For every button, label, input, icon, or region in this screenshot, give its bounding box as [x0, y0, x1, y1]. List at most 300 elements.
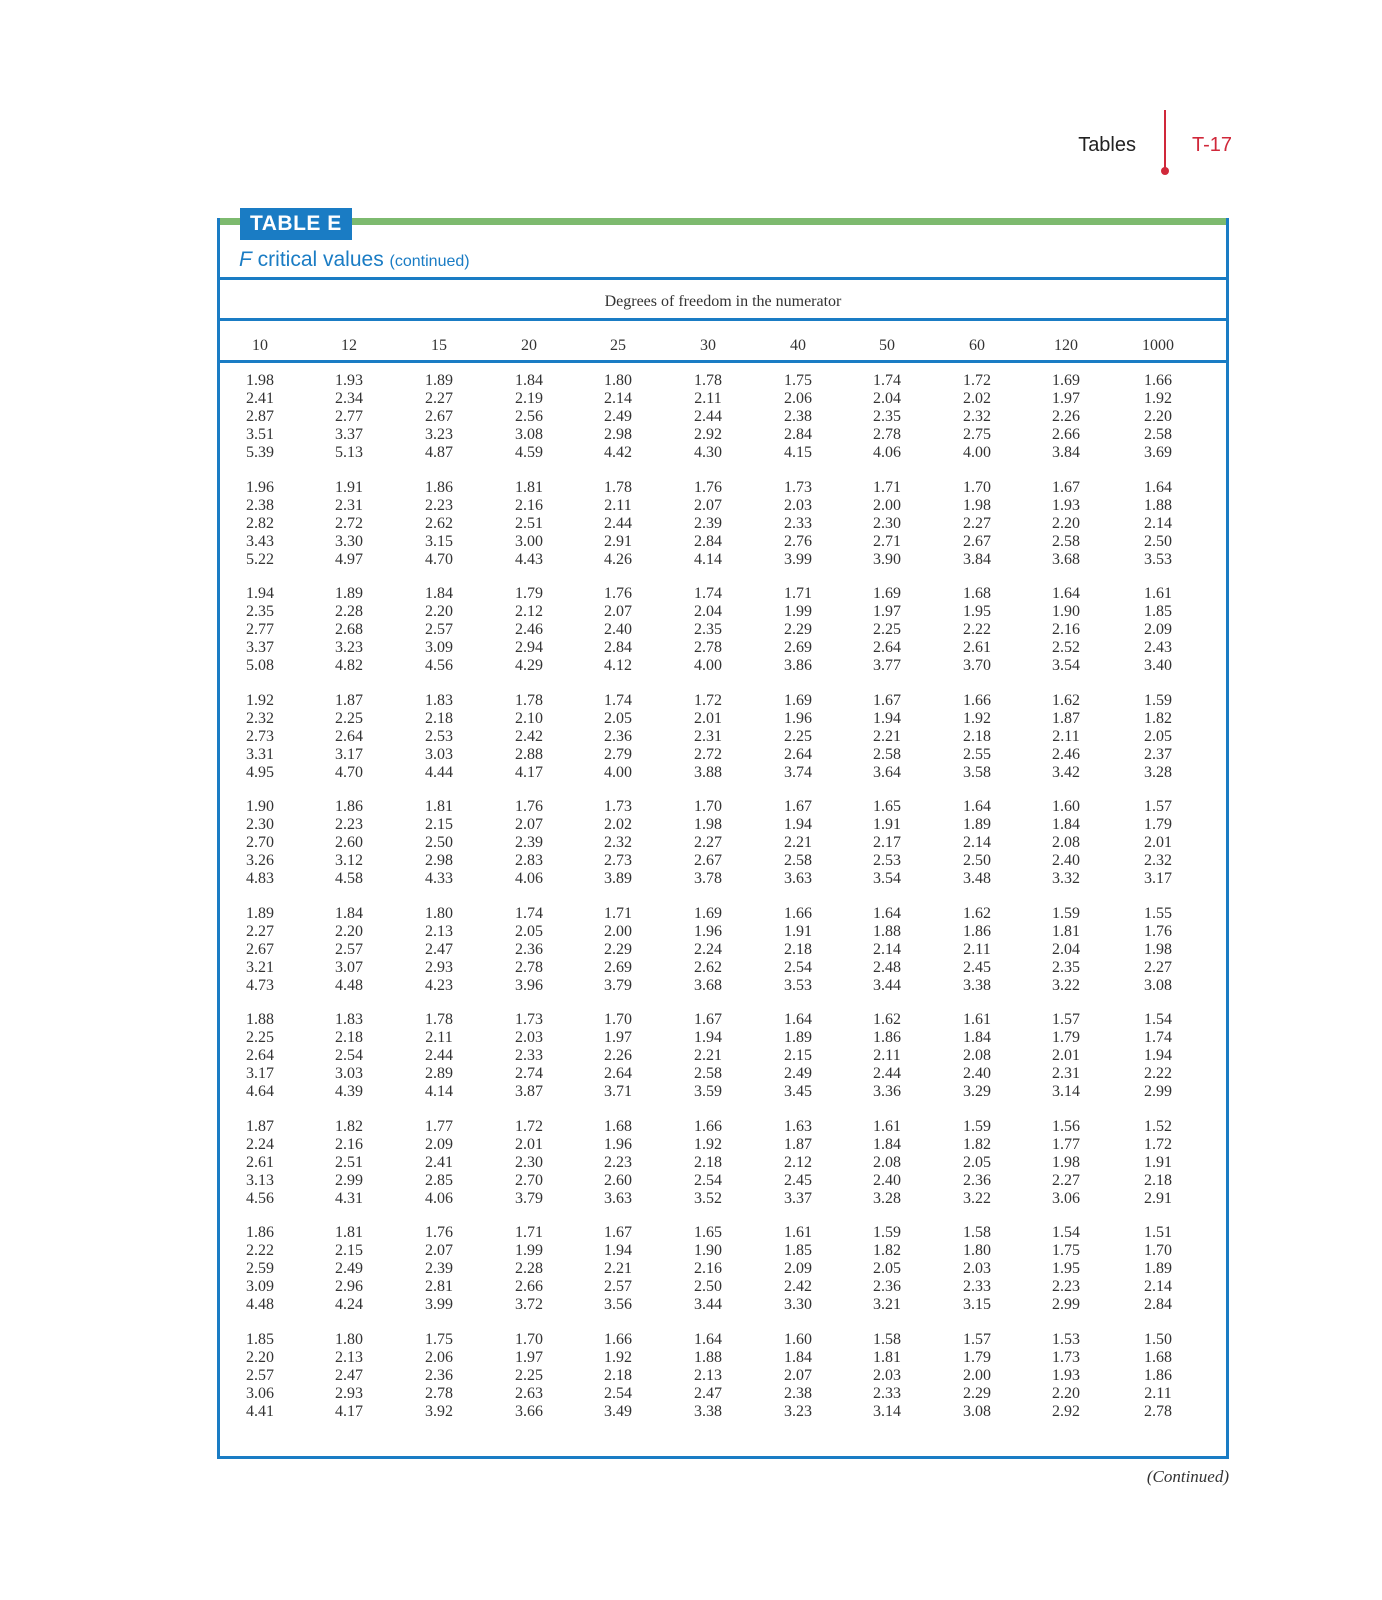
table-cell: 2.16	[515, 497, 543, 514]
table-cell: 1.95	[1052, 1260, 1080, 1277]
table-cell: 4.06	[515, 870, 543, 887]
table-cell: 1.80	[335, 1331, 363, 1348]
table-cell: 2.07	[784, 1367, 812, 1384]
value-group	[847, 372, 927, 462]
table-cell: 4.82	[335, 657, 363, 674]
table-cell: 2.50	[963, 852, 991, 869]
table-cell: 2.57	[246, 1367, 274, 1384]
table-cell: 2.30	[515, 1154, 543, 1171]
table-cell: 2.20	[425, 603, 453, 620]
table-cell: 1.70	[963, 479, 991, 496]
table-cell: 1.76	[425, 1224, 453, 1241]
value-group	[578, 1331, 658, 1421]
table-cell: 2.84	[784, 426, 812, 443]
table-cell: 3.45	[784, 1083, 812, 1100]
table-cell: 2.05	[873, 1260, 901, 1277]
table-cell: 1.73	[784, 479, 812, 496]
table-cell: 2.05	[963, 1154, 991, 1171]
table-cell: 2.69	[604, 959, 632, 976]
table-cell: 1.63	[784, 1118, 812, 1135]
table-cell: 3.13	[246, 1172, 274, 1189]
value-group	[847, 692, 927, 782]
table-cell: 1.76	[604, 585, 632, 602]
table-cell: 1.71	[604, 905, 632, 922]
value-group	[668, 798, 748, 888]
table-cell: 1.90	[694, 1242, 722, 1259]
table-cell: 1.72	[515, 1118, 543, 1135]
value-group	[668, 1118, 748, 1208]
table-cell: 1.54	[1144, 1011, 1172, 1028]
table-cell: 1.82	[963, 1136, 991, 1153]
table-cell: 2.98	[604, 426, 632, 443]
value-group	[220, 798, 300, 888]
table-cell: 1.88	[246, 1011, 274, 1028]
table-cell: 2.17	[873, 834, 901, 851]
table-cell: 2.03	[963, 1260, 991, 1277]
table-cell: 2.60	[335, 834, 363, 851]
value-group	[1118, 692, 1198, 782]
value-group	[578, 479, 658, 569]
value-group	[220, 479, 300, 569]
table-cell: 3.79	[515, 1190, 543, 1207]
table-cell: 1.94	[604, 1242, 632, 1259]
table-cell: 1.86	[335, 798, 363, 815]
value-group	[758, 372, 838, 462]
table-cell: 1.59	[1052, 905, 1080, 922]
table-cell: 1.82	[873, 1242, 901, 1259]
table-cell: 2.25	[784, 728, 812, 745]
table-cell: 4.97	[335, 551, 363, 568]
table-cell: 2.54	[694, 1172, 722, 1189]
table-title-continued: (continued)	[389, 253, 470, 270]
table-cell: 2.18	[784, 941, 812, 958]
table-cell: 2.29	[963, 1385, 991, 1402]
table-cell: 1.65	[694, 1224, 722, 1241]
value-group	[847, 479, 927, 569]
value-group	[220, 1011, 300, 1101]
table-cell: 1.96	[604, 1136, 632, 1153]
table-cell: 2.27	[1144, 959, 1172, 976]
table-cell: 1.50	[1144, 1331, 1172, 1348]
table-cell: 2.33	[515, 1047, 543, 1064]
table-cell: 2.11	[1052, 728, 1080, 745]
table-cell: 3.63	[604, 1190, 632, 1207]
table-cell: 1.98	[1144, 941, 1172, 958]
table-cell: 3.59	[694, 1083, 722, 1100]
table-cell: 1.70	[694, 798, 722, 815]
table-cell: 3.30	[784, 1296, 812, 1313]
table-cell: 3.23	[425, 426, 453, 443]
column-header: 40	[790, 337, 806, 354]
table-cell: 1.76	[694, 479, 722, 496]
table-cell: 1.79	[1052, 1029, 1080, 1046]
table-cell: 3.28	[1144, 764, 1172, 781]
table-cell: 2.61	[963, 639, 991, 656]
table-cell: 2.19	[515, 390, 543, 407]
table-cell: 1.53	[1052, 1331, 1080, 1348]
table-cell: 2.08	[1052, 834, 1080, 851]
value-group	[1118, 1331, 1198, 1421]
table-cell: 3.90	[873, 551, 901, 568]
value-group	[489, 905, 569, 995]
table-cell: 1.81	[335, 1224, 363, 1241]
table-cell: 2.79	[604, 746, 632, 763]
table-cell: 4.06	[873, 444, 901, 461]
table-cell: 1.68	[604, 1118, 632, 1135]
value-group	[1118, 905, 1198, 995]
title-divider	[217, 277, 1229, 280]
table-cell: 2.91	[1144, 1190, 1172, 1207]
table-cell: 3.72	[515, 1296, 543, 1313]
table-cell: 2.10	[515, 710, 543, 727]
table-cell: 2.60	[604, 1172, 632, 1189]
table-cell: 1.66	[784, 905, 812, 922]
table-cell: 1.59	[963, 1118, 991, 1135]
table-cell: 2.28	[335, 603, 363, 620]
value-group	[309, 479, 389, 569]
table-cell: 1.60	[1052, 798, 1080, 815]
table-cell: 3.53	[1144, 551, 1172, 568]
table-cell: 2.06	[784, 390, 812, 407]
table-cell: 2.46	[515, 621, 543, 638]
table-cell: 1.75	[425, 1331, 453, 1348]
table-cell: 2.81	[425, 1278, 453, 1295]
table-cell: 3.26	[246, 852, 274, 869]
table-cell: 2.00	[604, 923, 632, 940]
table-cell: 4.73	[246, 977, 274, 994]
table-cell: 2.08	[963, 1047, 991, 1064]
table-cell: 2.67	[963, 533, 991, 550]
table-cell: 1.89	[963, 816, 991, 833]
table-cell: 3.64	[873, 764, 901, 781]
table-cell: 1.86	[963, 923, 991, 940]
value-group	[220, 372, 300, 462]
table-cell: 2.27	[694, 834, 722, 851]
table-cell: 2.05	[515, 923, 543, 940]
table-cell: 4.14	[425, 1083, 453, 1100]
value-group	[1118, 1011, 1198, 1101]
table-cell: 2.50	[694, 1278, 722, 1295]
table-cell: 2.49	[604, 408, 632, 425]
table-cell: 3.68	[694, 977, 722, 994]
running-head-divider	[1164, 110, 1166, 170]
value-group	[847, 905, 927, 995]
value-group	[1026, 1331, 1106, 1421]
table-cell: 2.25	[246, 1029, 274, 1046]
table-cell: 1.79	[515, 585, 543, 602]
table-cell: 2.16	[694, 1260, 722, 1277]
table-cell: 2.37	[1144, 746, 1172, 763]
table-cell: 1.72	[1144, 1136, 1172, 1153]
table-cell: 1.59	[1144, 692, 1172, 709]
table-cell: 2.31	[335, 497, 363, 514]
table-cell: 1.80	[963, 1242, 991, 1259]
table-cell: 1.96	[246, 479, 274, 496]
value-group	[309, 1011, 389, 1101]
table-cell: 2.93	[335, 1385, 363, 1402]
column-header: 1000	[1142, 337, 1174, 354]
table-cell: 2.92	[1052, 1403, 1080, 1420]
table-cell: 4.17	[515, 764, 543, 781]
table-cell: 2.30	[246, 816, 274, 833]
table-cell: 2.67	[425, 408, 453, 425]
table-cell: 1.83	[425, 692, 453, 709]
table-cell: 1.85	[784, 1242, 812, 1259]
table-cell: 3.37	[246, 639, 274, 656]
table-cell: 4.23	[425, 977, 453, 994]
table-cell: 1.67	[784, 798, 812, 815]
value-group	[937, 1224, 1017, 1314]
value-group	[1026, 1011, 1106, 1101]
table-cell: 4.70	[425, 551, 453, 568]
table-cell: 2.27	[246, 923, 274, 940]
table-cell: 2.78	[694, 639, 722, 656]
value-group	[220, 692, 300, 782]
table-cell: 1.61	[963, 1011, 991, 1028]
value-group	[1026, 692, 1106, 782]
table-cell: 3.23	[784, 1403, 812, 1420]
table-cell: 3.14	[1052, 1083, 1080, 1100]
table-cell: 4.83	[246, 870, 274, 887]
value-group	[309, 1331, 389, 1421]
table-cell: 2.58	[784, 852, 812, 869]
table-cell: 2.88	[515, 746, 543, 763]
table-cell: 1.86	[873, 1029, 901, 1046]
table-cell: 1.84	[784, 1349, 812, 1366]
value-group	[1026, 1118, 1106, 1208]
table-cell: 2.23	[335, 816, 363, 833]
table-cell: 2.78	[425, 1385, 453, 1402]
table-cell: 2.78	[873, 426, 901, 443]
table-cell: 4.95	[246, 764, 274, 781]
table-cell: 2.47	[694, 1385, 722, 1402]
value-group	[489, 372, 569, 462]
table-cell: 2.23	[1052, 1278, 1080, 1295]
table-cell: 1.66	[694, 1118, 722, 1135]
table-cell: 1.97	[515, 1349, 543, 1366]
table-cell: 2.04	[694, 603, 722, 620]
table-cell: 2.66	[515, 1278, 543, 1295]
table-cell: 1.61	[873, 1118, 901, 1135]
table-cell: 2.62	[425, 515, 453, 532]
table-cell: 2.49	[784, 1065, 812, 1082]
table-cell: 3.78	[694, 870, 722, 887]
table-cell: 2.11	[963, 941, 991, 958]
table-cell: 3.51	[246, 426, 274, 443]
value-group	[668, 585, 748, 675]
table-cell: 2.24	[246, 1136, 274, 1153]
table-cell: 2.58	[873, 746, 901, 763]
table-cell: 1.74	[1144, 1029, 1172, 1046]
table-cell: 2.58	[1052, 533, 1080, 550]
continued-note: (Continued)	[1146, 1467, 1229, 1486]
table-cell: 1.57	[1144, 798, 1172, 815]
table-cell: 2.12	[515, 603, 543, 620]
table-cell: 2.46	[1052, 746, 1080, 763]
value-group	[309, 798, 389, 888]
table-cell: 1.73	[604, 798, 632, 815]
value-group	[489, 692, 569, 782]
value-group	[399, 692, 479, 782]
table-cell: 1.71	[515, 1224, 543, 1241]
table-cell: 1.58	[963, 1224, 991, 1241]
table-cell: 3.70	[963, 657, 991, 674]
table-cell: 2.76	[784, 533, 812, 550]
table-cell: 3.14	[873, 1403, 901, 1420]
table-cell: 2.35	[873, 408, 901, 425]
table-cell: 4.43	[515, 551, 543, 568]
table-cell: 1.69	[784, 692, 812, 709]
table-cell: 1.84	[335, 905, 363, 922]
table-cell: 4.26	[604, 551, 632, 568]
column-header: 50	[879, 337, 895, 354]
table-cell: 2.29	[784, 621, 812, 638]
table-cell: 1.80	[425, 905, 453, 922]
table-cell: 2.01	[694, 710, 722, 727]
value-group	[758, 798, 838, 888]
table-cell: 2.72	[335, 515, 363, 532]
table-cell: 1.59	[873, 1224, 901, 1241]
table-cell: 1.75	[1052, 1242, 1080, 1259]
table-cell: 1.64	[694, 1331, 722, 1348]
table-cell: 2.84	[1144, 1296, 1172, 1313]
table-cell: 2.75	[963, 426, 991, 443]
table-cell: 2.68	[335, 621, 363, 638]
table-cell: 4.29	[515, 657, 543, 674]
table-cell: 1.97	[1052, 390, 1080, 407]
value-group	[399, 479, 479, 569]
table-cell: 3.30	[335, 533, 363, 550]
table-cell: 1.87	[335, 692, 363, 709]
table-cell: 2.21	[694, 1047, 722, 1064]
table-cell: 2.20	[1052, 1385, 1080, 1402]
value-group	[220, 1118, 300, 1208]
table-cell: 1.76	[515, 798, 543, 815]
table-cell: 2.54	[335, 1047, 363, 1064]
table-cell: 3.44	[873, 977, 901, 994]
table-cell: 4.64	[246, 1083, 274, 1100]
value-group	[937, 585, 1017, 675]
table-cell: 3.40	[1144, 657, 1172, 674]
table-cell: 2.35	[246, 603, 274, 620]
table-cell: 5.13	[335, 444, 363, 461]
table-cell: 3.08	[963, 1403, 991, 1420]
table-cell: 3.09	[425, 639, 453, 656]
table-cell: 2.42	[784, 1278, 812, 1295]
table-cell: 1.76	[1144, 923, 1172, 940]
table-cell: 3.15	[425, 533, 453, 550]
table-cell: 1.90	[246, 798, 274, 815]
table-cell: 1.96	[694, 923, 722, 940]
value-group	[220, 585, 300, 675]
table-cell: 1.67	[1052, 479, 1080, 496]
table-cell: 4.42	[604, 444, 632, 461]
table-cell: 3.74	[784, 764, 812, 781]
table-cell: 1.64	[873, 905, 901, 922]
table-cell: 2.07	[515, 816, 543, 833]
table-cell: 2.72	[694, 746, 722, 763]
table-cell: 3.53	[784, 977, 812, 994]
table-cell: 3.15	[963, 1296, 991, 1313]
value-group	[758, 905, 838, 995]
table-cell: 3.37	[335, 426, 363, 443]
table-cell: 3.88	[694, 764, 722, 781]
table-cell: 2.44	[604, 515, 632, 532]
table-cell: 2.11	[604, 497, 632, 514]
table-cell: 1.65	[873, 798, 901, 815]
table-cell: 1.66	[963, 692, 991, 709]
table-cell: 4.17	[335, 1403, 363, 1420]
table-cell: 1.52	[1144, 1118, 1172, 1135]
table-cell: 4.44	[425, 764, 453, 781]
table-cell: 3.23	[335, 639, 363, 656]
table-cell: 3.84	[1052, 444, 1080, 461]
table-cell: 3.43	[246, 533, 274, 550]
table-cell: 1.62	[963, 905, 991, 922]
table-cell: 2.30	[873, 515, 901, 532]
table-cell: 2.57	[604, 1278, 632, 1295]
table-cell: 1.75	[784, 372, 812, 389]
table-cell: 1.71	[784, 585, 812, 602]
table-cell: 2.18	[1144, 1172, 1172, 1189]
value-group	[1118, 1224, 1198, 1314]
table-cell: 1.64	[963, 798, 991, 815]
value-group	[1118, 479, 1198, 569]
table-cell: 2.84	[604, 639, 632, 656]
table-cell: 3.56	[604, 1296, 632, 1313]
table-cell: 2.27	[425, 390, 453, 407]
value-group	[1118, 585, 1198, 675]
table-cell: 4.00	[694, 657, 722, 674]
table-cell: 1.64	[1144, 479, 1172, 496]
table-cell: 2.09	[1144, 621, 1172, 638]
table-cell: 2.36	[515, 941, 543, 958]
table-cell: 2.03	[784, 497, 812, 514]
table-cell: 1.88	[873, 923, 901, 940]
table-cell: 2.57	[335, 941, 363, 958]
table-cell: 4.15	[784, 444, 812, 461]
table-cell: 2.25	[515, 1367, 543, 1384]
table-cell: 3.09	[246, 1278, 274, 1295]
value-group	[1118, 372, 1198, 462]
table-cell: 2.44	[873, 1065, 901, 1082]
value-group	[399, 1118, 479, 1208]
value-group	[1026, 798, 1106, 888]
value-group	[489, 1331, 569, 1421]
table-cell: 1.79	[963, 1349, 991, 1366]
table-cell: 1.91	[873, 816, 901, 833]
table-cell: 2.44	[694, 408, 722, 425]
table-cell: 3.42	[1052, 764, 1080, 781]
table-cell: 2.11	[1144, 1385, 1172, 1402]
table-cell: 3.44	[694, 1296, 722, 1313]
value-group	[1026, 905, 1106, 995]
table-cell: 2.13	[335, 1349, 363, 1366]
value-group	[399, 798, 479, 888]
table-cell: 2.20	[1144, 408, 1172, 425]
table-cell: 2.25	[335, 710, 363, 727]
table-cell: 3.48	[963, 870, 991, 887]
table-cell: 2.21	[784, 834, 812, 851]
table-cell: 1.87	[1052, 710, 1080, 727]
table-cell: 3.96	[515, 977, 543, 994]
table-cell: 4.58	[335, 870, 363, 887]
table-cell: 2.36	[604, 728, 632, 745]
table-cell: 2.38	[784, 408, 812, 425]
table-cell: 2.91	[604, 533, 632, 550]
table-cell: 1.86	[1144, 1367, 1172, 1384]
table-cell: 2.35	[694, 621, 722, 638]
